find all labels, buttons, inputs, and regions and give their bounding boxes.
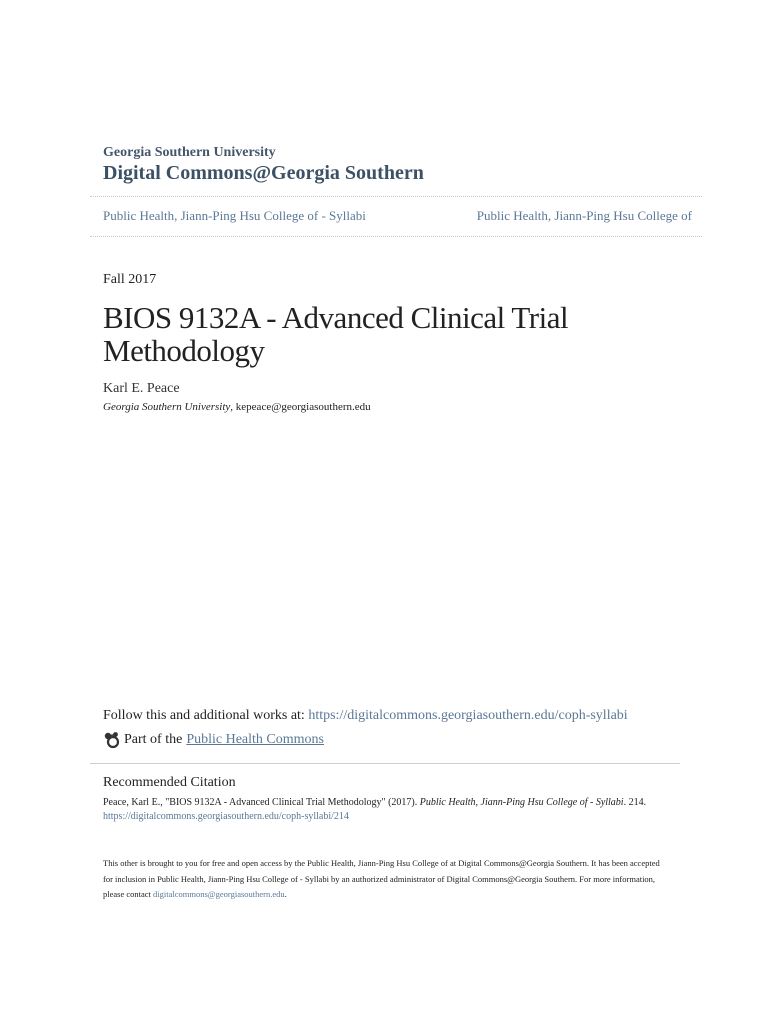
citation-number: . 214. <box>623 797 647 808</box>
follow-line <box>103 708 628 724</box>
public-health-commons-link[interactable]: Public Health Commons <box>186 732 324 747</box>
author-affiliation <box>103 401 371 413</box>
affiliation-sep: , <box>230 401 236 413</box>
affiliation-name: Georgia Southern University <box>103 401 231 413</box>
citation-text <box>103 797 646 808</box>
citation-divider <box>90 763 680 764</box>
collection-link[interactable]: Public Health, Jiann-Ping Hsu College of - Syllabi <box>103 208 366 223</box>
network-icon <box>103 731 121 749</box>
university-name: Georgia Southern University <box>103 145 276 160</box>
publication-date: Fall 2017 <box>103 272 157 287</box>
citation-url-link[interactable]: https://digitalcommons.georgiasouthern.edu/coph-syllabi/214 <box>103 811 349 822</box>
citation-heading: Recommended Citation <box>103 775 236 790</box>
author-name: Karl E. Peace <box>103 381 180 396</box>
college-link[interactable]: Public Health, Jiann-Ping Hsu College of <box>476 208 692 223</box>
access-statement-text: This other is brought to you for free and open access by the Public Health, Jiann-Ping Hsu College of at Digital Commons@Georgia Southern. It has been accepted for inclusion in Public Health, Jiann-Ping Hsu College of - Syllabi by an authorized administrator of Digital Commons@Georgia Southern. For more information, please contact <box>103 858 660 899</box>
part-of-prefix: Part of the <box>124 732 183 747</box>
access-statement <box>103 856 668 903</box>
citation-body: Peace, Karl E., "BIOS 9132A - Advanced Clinical Trial Methodology" (2017). <box>103 797 418 808</box>
nav-divider <box>90 236 702 237</box>
follow-url-link[interactable]: https://digitalcommons.georgiasouthern.edu/coph-syllabi <box>308 708 628 723</box>
author-email[interactable]: kepeace@georgiasouthern.edu <box>235 401 371 413</box>
access-statement-end: . <box>284 889 287 899</box>
part-of-line <box>103 731 324 749</box>
contact-email-link[interactable]: digitalcommons@georgiasouthern.edu <box>153 889 285 899</box>
article-title: BIOS 9132A - Advanced Clinical Trial Methodology <box>103 300 569 368</box>
follow-prefix: Follow this and additional works at: <box>103 708 305 723</box>
top-divider <box>90 196 702 197</box>
citation-series: Public Health, Jiann-Ping Hsu College of - Syllabi <box>419 797 624 808</box>
repository-name[interactable]: Digital Commons@Georgia Southern <box>103 162 424 184</box>
